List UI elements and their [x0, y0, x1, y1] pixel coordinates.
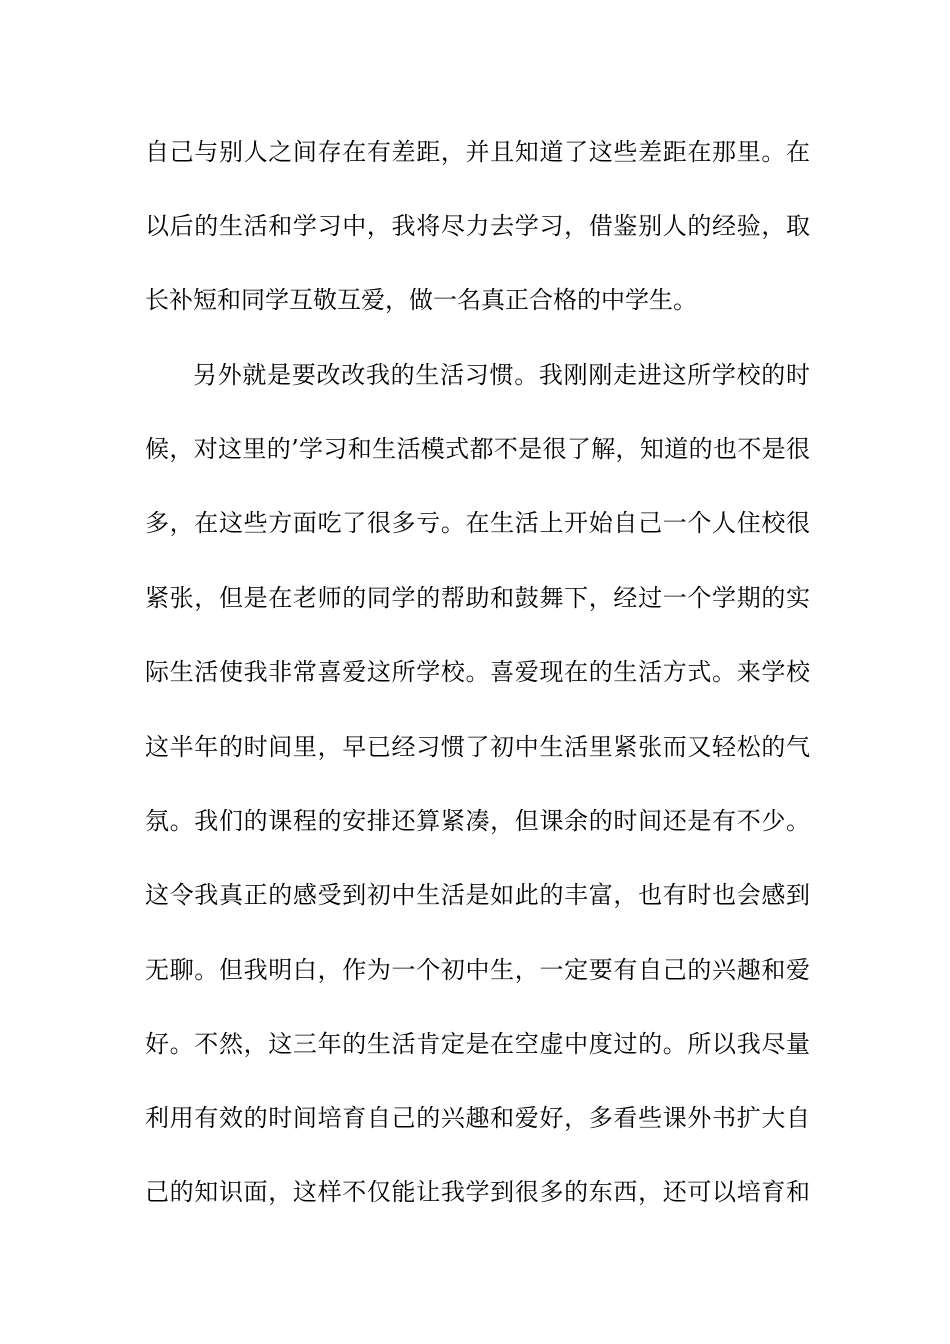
- text-line: 际生活使我非常喜爱这所学校。喜爱现在的生活方式。来学校: [145, 658, 810, 686]
- text-line: 候，对这里的’学习和生活模式都不是很了解，知道的也不是很: [145, 435, 810, 463]
- text-line: 自己与别人之间存在有差距，并且知道了这些差距在那里。在: [145, 138, 810, 166]
- text-line: 多，在这些方面吃了很多亏。在生活上开始自己一个人住校很: [145, 509, 810, 537]
- text-line: 利用有效的时间培育自己的兴趣和爱好，多看些课外书扩大自: [145, 1104, 810, 1132]
- text-line: 己的知识面，这样不仅能让我学到很多的东西，还可以培育和: [145, 1178, 810, 1206]
- text-line: 这半年的时间里，早已经习惯了初中生活里紧张而又轻松的气: [145, 733, 810, 761]
- text-line: 另外就是要改改我的生活习惯。我刚刚走进这所学校的时: [193, 361, 810, 389]
- text-line: 这令我真正的感受到初中生活是如此的丰富，也有时也会感到: [145, 881, 810, 909]
- text-line: 以后的生活和学习中，我将尽力去学习，借鉴别人的经验，取: [145, 212, 810, 240]
- text-line: 好。不然，这三年的生活肯定是在空虚中度过的。所以我尽量: [145, 1030, 810, 1058]
- text-line: 紧张，但是在老师的同学的帮助和鼓舞下，经过一个学期的实: [145, 584, 810, 612]
- text-line: 无聊。但我明白，作为一个初中生，一定要有自己的兴趣和爱: [145, 956, 810, 984]
- text-line: 氛。我们的课程的安排还算紧凑，但课余的时间还是有不少。: [145, 807, 810, 835]
- text-line: 长补短和同学互敬互爱，做一名真正合格的中学生。: [145, 286, 697, 314]
